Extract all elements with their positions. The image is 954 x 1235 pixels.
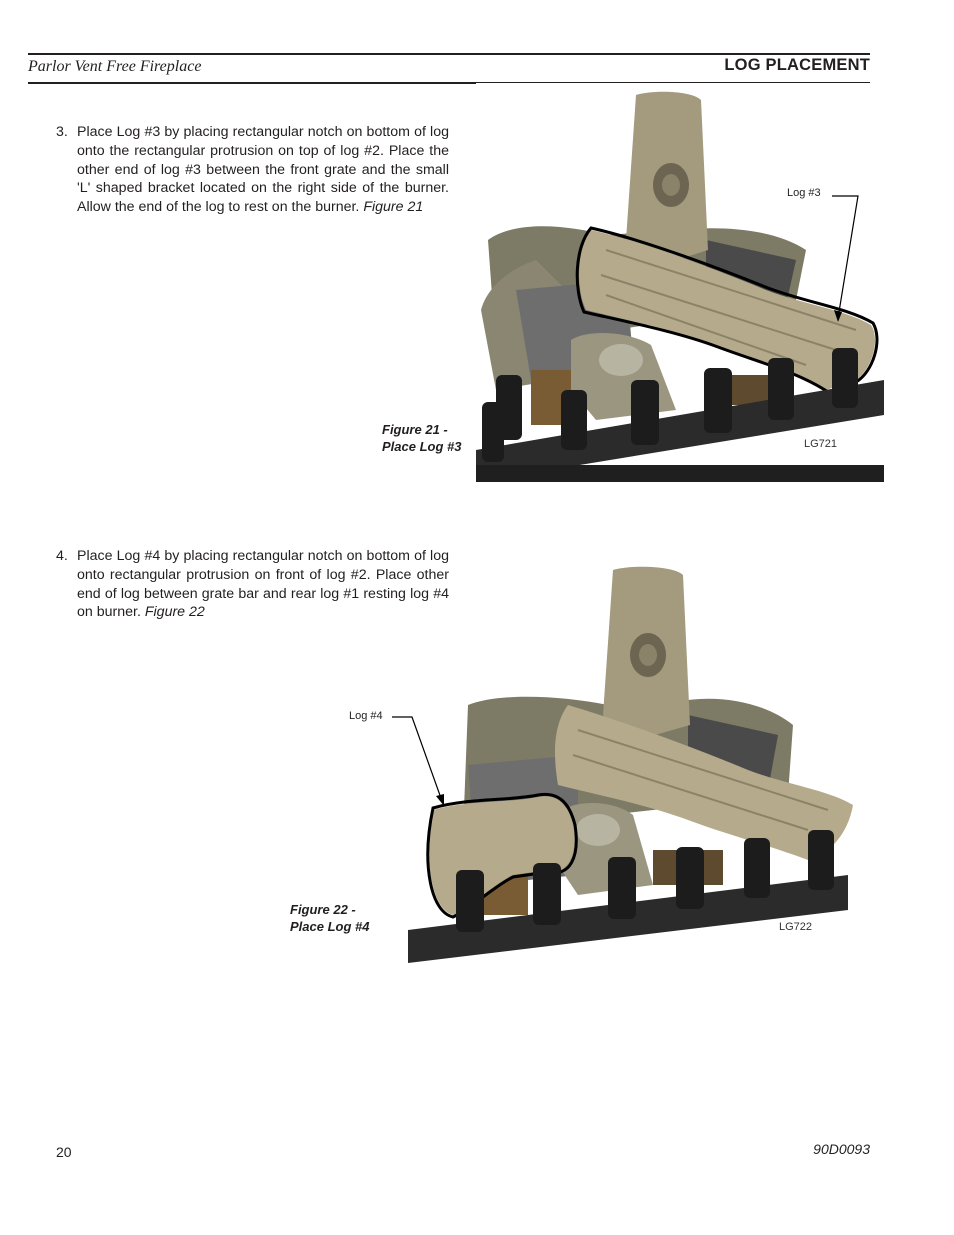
caption-line: Figure 21 - [382, 422, 448, 437]
figure-21-code: LG721 [804, 438, 838, 450]
section-title: LOG PLACEMENT [724, 56, 870, 74]
step-text: Place Log #4 by placing rectangular notch on bottom of log onto rectangular protrusion on front of log #2. Place other end of log between grate bar and rear log #1 resting log #4 on burner. Figure 22 [77, 548, 449, 621]
log-3-callout: Log #3 [787, 187, 821, 199]
manual-title: Parlor Vent Free Fireplace [28, 58, 202, 75]
page-number: 20 [56, 1144, 72, 1160]
caption-line: Place Log #3 [382, 439, 462, 454]
caption-line: Place Log #4 [290, 919, 370, 934]
log-3-leader-line [830, 190, 862, 325]
figure-22-code: LG722 [779, 921, 813, 933]
header-top-rule [28, 53, 870, 55]
step-number: 3. [56, 124, 68, 140]
step-number: 4. [56, 548, 68, 564]
document-number: 90D0093 [813, 1141, 870, 1157]
figure-21-caption [382, 421, 461, 455]
header-left-rule [28, 82, 476, 84]
figure-reference: Figure 21 [363, 199, 424, 216]
log-4-leader-line [390, 713, 450, 808]
figure-21-photo [476, 90, 886, 482]
figure-reference: Figure 22 [144, 604, 205, 621]
header-right-rule [476, 82, 870, 83]
figure-22-photo [408, 565, 853, 965]
step-3 [56, 123, 449, 217]
figure-22-caption [290, 901, 369, 935]
step-4 [56, 547, 449, 622]
caption-line: Figure 22 - [290, 902, 356, 917]
step-text: Place Log #3 by placing rectangular notch on bottom of log onto the rectangular protrusion on top of log #2. Place the other end of log #3 between the front grate and the small 'L' shaped bracket located on the right side of the burner. Allow the end of the log to rest on the burner. Figure 21 [77, 124, 449, 216]
log-4-callout: Log #4 [349, 710, 383, 722]
